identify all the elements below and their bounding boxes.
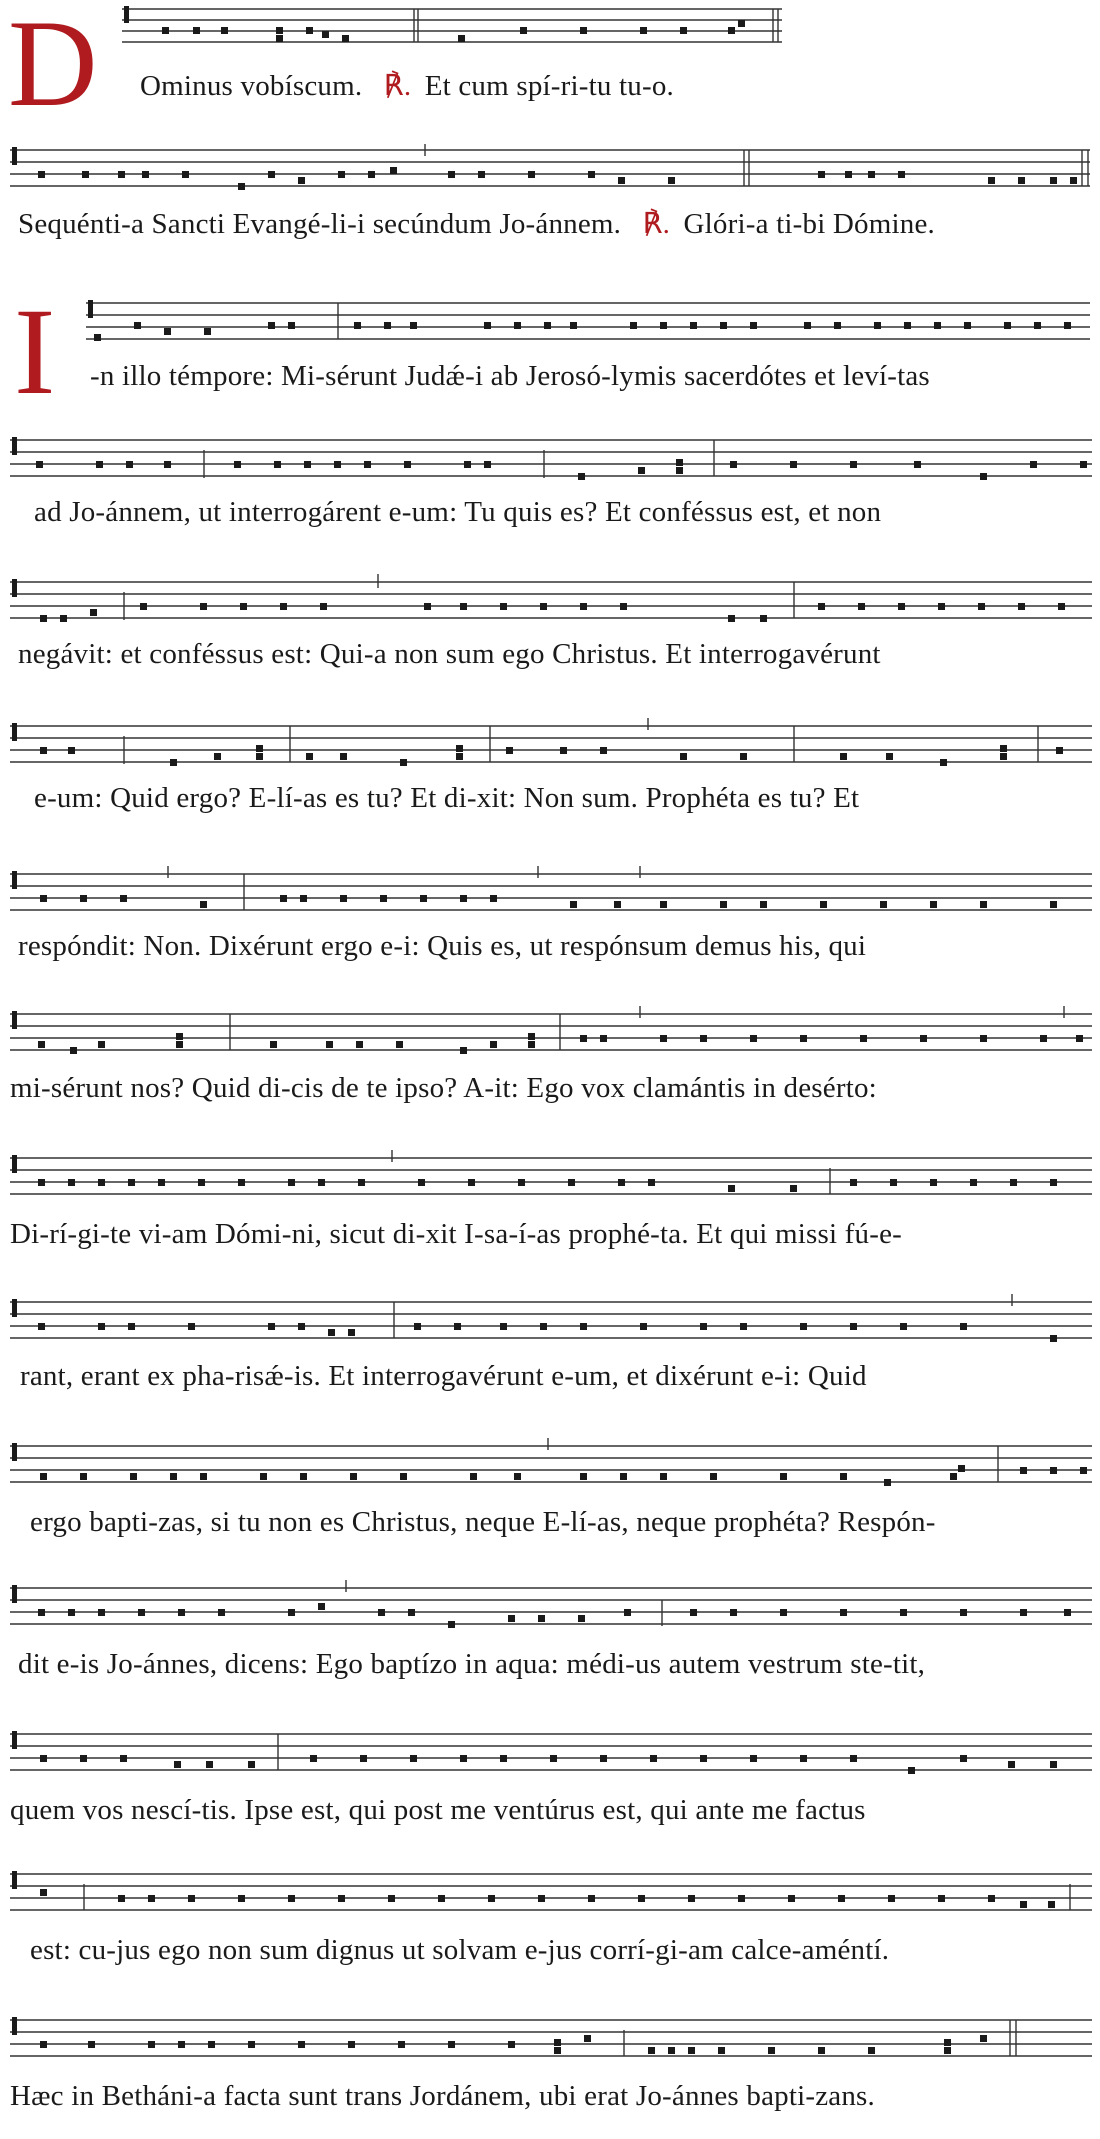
lyric-line-13: quem vos nescí-tis. Ipse est, qui post me ventúrus est, qui ante me factus <box>10 1794 866 1826</box>
lyric-line-6: e-um: Quid ergo? E-lí-as es tu? Et di-xit: Non sum. Prophéta es tu? Et <box>34 782 860 814</box>
lyric-2b: Glóri-a ti-bi Dómine. <box>683 208 935 240</box>
lyric-line-11: ergo bapti-zas, si tu non es Christus, neque E-lí-as, neque prophéta? Respón- <box>30 1506 936 1538</box>
staff-9 <box>0 1146 1100 1206</box>
staff-3 <box>0 290 1100 350</box>
staff-11 <box>0 1432 1100 1492</box>
system-3 <box>0 283 1100 420</box>
staff-12 <box>0 1574 1100 1634</box>
lyric-line-2 <box>18 206 935 241</box>
lyric-line-3: -n illo témpore: Mi-sérunt Judǽ-i ab Jerosó-lymis sacerdótes et leví-tas <box>90 360 930 392</box>
lyric-1a: Ominus vobíscum. <box>140 70 363 102</box>
lyric-line-7: respóndit: Non. Dixérunt ergo e-i: Quis es, ut respónsum demus his, qui <box>18 930 867 962</box>
staff-5 <box>0 572 1100 632</box>
lyric-line-4: ad Jo-ánnem, ut interrogárent e-um: Tu quis es? Et conféssus est, et non <box>34 496 882 528</box>
lyric-line-10: rant, erant ex pha-risǽ-is. Et interrogavérunt e-um, et dixérunt e-i: Quid <box>20 1360 867 1392</box>
staff-1 <box>0 0 1100 60</box>
initial-letter-i: I <box>14 283 56 420</box>
lyric-2a: Sequénti-a Sancti Evangé-li-i secúndum Jo-ánnem. <box>18 208 622 240</box>
system-6 <box>0 716 1100 826</box>
system-8 <box>0 1002 1100 1112</box>
staff-14 <box>0 1862 1100 1922</box>
lyric-line-14: est: cu-jus ego non sum dignus ut solvam e-jus corrí-gi-am calce-améntí. <box>30 1934 890 1966</box>
lyric-line-5: negávit: et conféssus est: Qui-a non sum ego Christus. Et interrogavérunt <box>18 638 881 670</box>
lyric-line-9: Di-rí-gi-te vi-am Dómi-ni, sicut di-xit I-sa-í-as prophé-ta. Et qui missi fú-e- <box>10 1218 903 1250</box>
lyric-line-12: dit e-is Jo-ánnes, dicens: Ego baptízo in aqua: médi-us autem vestrum ste-tit, <box>18 1648 926 1680</box>
staff-2 <box>0 140 1100 200</box>
staff-15 <box>0 2006 1100 2066</box>
system-13 <box>0 1718 1100 1828</box>
staff-7 <box>0 860 1100 920</box>
system-4 <box>0 430 1100 540</box>
system-14 <box>0 1862 1100 1972</box>
system-11 <box>0 1432 1100 1542</box>
system-7 <box>0 860 1100 970</box>
system-2 <box>0 140 1100 250</box>
lyric-line-8: mi-sérunt nos? Quid di-cis de te ipso? A-it: Ego vox clamántis in desérto: <box>10 1072 877 1104</box>
system-1 <box>0 0 1100 132</box>
lyric-line-15: Hæc in Betháni-a facta sunt trans Jordánem, ubi erat Jo-ánnes bapti-zans. <box>10 2080 875 2112</box>
system-12 <box>0 1574 1100 1684</box>
lyric-line-1 <box>140 68 674 103</box>
lyric-1b: Et cum spí-ri-tu tu-o. <box>424 70 674 102</box>
response-mark-2: ℟. <box>642 208 671 240</box>
staff-4 <box>0 430 1100 490</box>
system-9 <box>0 1146 1100 1256</box>
staff-8 <box>0 1002 1100 1062</box>
staff-10 <box>0 1288 1100 1348</box>
response-mark-1: ℟. <box>383 70 412 102</box>
initial-letter-d: D <box>8 0 98 132</box>
system-5 <box>0 572 1100 682</box>
staff-6 <box>0 716 1100 776</box>
system-10 <box>0 1288 1100 1398</box>
staff-13 <box>0 1718 1100 1778</box>
system-15 <box>0 2006 1100 2126</box>
